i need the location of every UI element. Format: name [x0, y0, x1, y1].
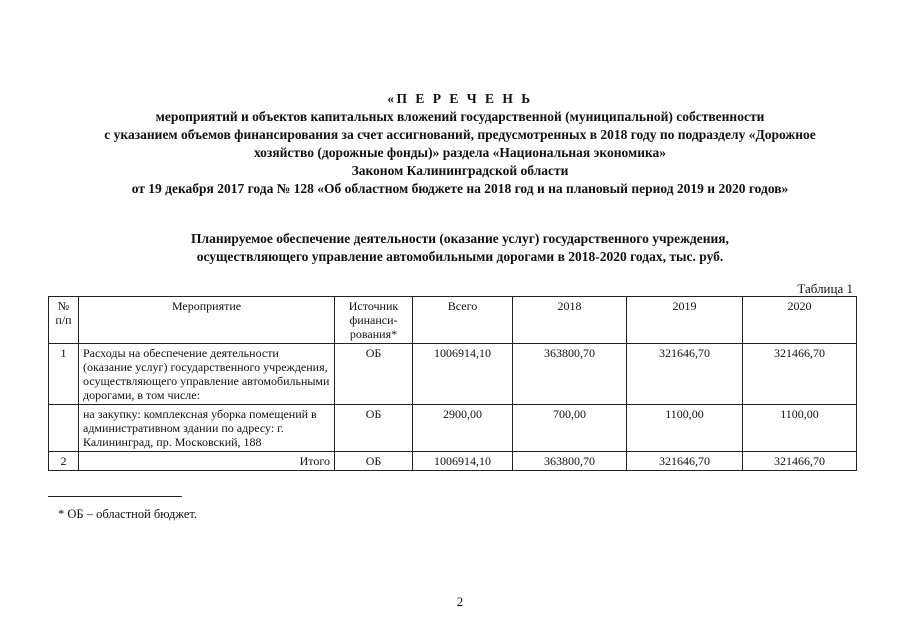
- header-source: Источник финанси-рования*: [335, 297, 413, 344]
- heading-line-4: хозяйство (дорожные фонды)» раздела «Национальная экономика»: [253, 145, 667, 160]
- cell-2019: 321646,70: [627, 452, 743, 471]
- heading-line-6: от 19 декабря 2017 года № 128 «Об областном бюджете на 2018 год и на плановый период 2019 и 2020 годов»: [131, 181, 789, 196]
- table-heading: [60, 230, 860, 266]
- document-heading: [60, 90, 860, 198]
- table-total-row: [49, 452, 857, 471]
- cell-num: 1: [49, 344, 79, 405]
- cell-2018: 363800,70: [513, 452, 627, 471]
- table-header-row: [49, 297, 857, 344]
- table-heading-line-1: Планируемое обеспечение деятельности (оказание услуг) государственного учреждения,: [191, 231, 729, 246]
- cell-total-label: Итого: [79, 452, 335, 471]
- cell-2020: 321466,70: [743, 452, 857, 471]
- footnote-divider: [48, 496, 182, 497]
- table-heading-line-2: осуществляющего управление автомобильными дорогами в 2018-2020 годах, тыс. руб.: [196, 249, 724, 264]
- cell-source: ОБ: [335, 452, 413, 471]
- table-caption: Таблица 1: [797, 281, 853, 296]
- heading-line-2: мероприятий и объектов капитальных вложений государственной (муниципальной) собственности: [155, 109, 765, 124]
- header-2019: 2019: [627, 297, 743, 344]
- header-2018: 2018: [513, 297, 627, 344]
- header-total: Всего: [413, 297, 513, 344]
- cell-activity: Расходы на обеспечение деятельности (оказание услуг) государственного учреждения, осуществляющего управление автомобильными дорогами, в том числе:: [79, 344, 335, 405]
- cell-total: 1006914,10: [413, 344, 513, 405]
- cell-2020: 1100,00: [743, 405, 857, 452]
- cell-num: 2: [49, 452, 79, 471]
- cell-2019: 321646,70: [627, 344, 743, 405]
- cell-num: [49, 405, 79, 452]
- cell-total: 1006914,10: [413, 452, 513, 471]
- financing-table: [48, 296, 857, 471]
- cell-2019: 1100,00: [627, 405, 743, 452]
- cell-activity: на закупку: комплексная уборка помещений в административном здании по адресу: г. Калининград, пр. Московский, 188: [79, 405, 335, 452]
- table-row: [49, 344, 857, 405]
- cell-2020: 321466,70: [743, 344, 857, 405]
- cell-2018: 363800,70: [513, 344, 627, 405]
- heading-line-3: с указанием объемов финансирования за счет ассигнований, предусмотренных в 2018 году по подразделу «Дорожное: [104, 127, 816, 142]
- cell-2018: 700,00: [513, 405, 627, 452]
- footnote: * ОБ – областной бюджет.: [58, 507, 198, 521]
- header-2020: 2020: [743, 297, 857, 344]
- cell-source: ОБ: [335, 344, 413, 405]
- header-activity: Мероприятие: [79, 297, 335, 344]
- cell-total: 2900,00: [413, 405, 513, 452]
- page-number: 2: [456, 594, 464, 609]
- header-num: № п/п: [49, 297, 79, 344]
- heading-line-5: Законом Калининградской области: [351, 163, 569, 178]
- table-row: [49, 405, 857, 452]
- cell-source: ОБ: [335, 405, 413, 452]
- heading-title: «П Е Р Е Ч Е Н Ь: [387, 91, 533, 106]
